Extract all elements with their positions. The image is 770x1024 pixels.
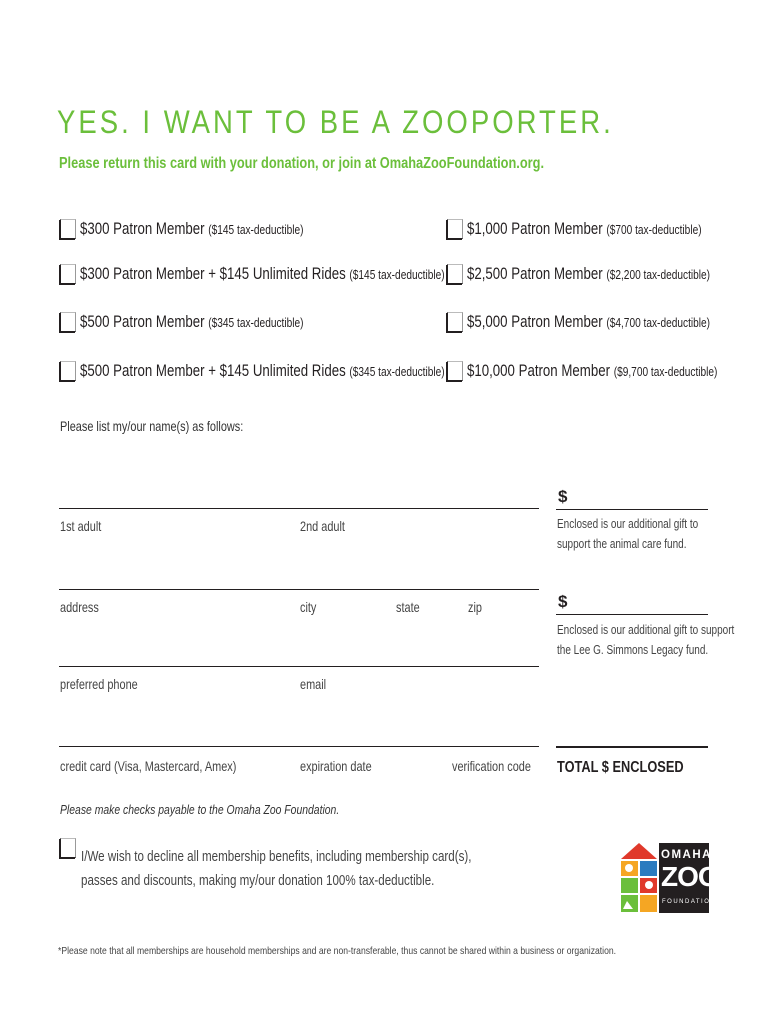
total-line[interactable] xyxy=(556,746,708,748)
checkbox[interactable] xyxy=(447,361,463,381)
form-title: YES. I WANT TO BE A ZOOPORTER. xyxy=(57,104,614,140)
checkbox[interactable] xyxy=(60,312,76,332)
address-line[interactable] xyxy=(59,589,539,590)
option-10000-patron[interactable] xyxy=(447,361,770,381)
checkbox[interactable] xyxy=(60,264,76,284)
animal-care-text xyxy=(557,514,698,554)
logo-mosaic-icon xyxy=(619,843,659,913)
decline-text-line: I/We wish to decline all membership benefits, including membership card(s), xyxy=(81,849,472,865)
checkbox[interactable] xyxy=(447,219,463,239)
address-label: address xyxy=(60,599,99,615)
legacy-text-line: Enclosed is our additional gift to support xyxy=(557,623,735,637)
option-300-patron[interactable] xyxy=(60,219,367,239)
expiration-label: expiration date xyxy=(300,758,372,774)
option-tax: ($345 tax-deductible) xyxy=(208,315,304,330)
option-label: $2,500 Patron Member xyxy=(467,264,603,283)
option-tax: ($4,700 tax-deductible) xyxy=(606,315,711,330)
option-label: $300 Patron Member + $145 Unlimited Rides xyxy=(80,264,346,283)
option-2500-patron[interactable] xyxy=(447,264,770,284)
animal-care-dollar: $ xyxy=(558,487,568,506)
state-label: state xyxy=(396,599,420,615)
checkbox[interactable] xyxy=(447,264,463,284)
phone-email-line[interactable] xyxy=(59,666,539,667)
option-tax: ($345 tax-deductible) xyxy=(349,364,445,379)
logo-zoo-text: ZOO xyxy=(661,861,719,892)
form-subtitle: Please return this card with your donation, or join at OmahaZooFoundation.org. xyxy=(59,155,545,172)
option-1000-patron[interactable] xyxy=(447,219,768,239)
legacy-text xyxy=(557,620,734,660)
checks-payable-note: Please make checks payable to the Omaha Zoo Foundation. xyxy=(60,802,340,817)
logo-omaha-text: OMAHA xyxy=(661,849,712,861)
option-label: $5,000 Patron Member xyxy=(467,312,603,331)
option-tax: ($2,200 tax-deductible) xyxy=(606,267,711,282)
option-label: $300 Patron Member xyxy=(80,219,205,238)
footnote: *Please note that all memberships are household memberships and are non-transferable, thus cannot be shared within a business or organization. xyxy=(58,945,617,957)
logo-foundation-text: FOUNDATION xyxy=(662,899,717,905)
legacy-text-line: the Lee G. Simmons Legacy fund. xyxy=(557,643,709,657)
option-tax: ($9,700 tax-deductible) xyxy=(613,364,718,379)
verification-label: verification code xyxy=(452,758,531,774)
animal-care-line[interactable] xyxy=(556,509,708,510)
animal-care-text-line: Enclosed is our additional gift to xyxy=(557,517,699,531)
option-tax: ($145 tax-deductible) xyxy=(208,222,304,237)
checkbox[interactable] xyxy=(447,312,463,332)
checkbox[interactable] xyxy=(60,361,76,381)
option-label: $1,000 Patron Member xyxy=(467,219,603,238)
credit-card-line[interactable] xyxy=(59,746,539,747)
option-tax: ($145 tax-deductible) xyxy=(349,267,445,282)
total-enclosed-label: TOTAL $ ENCLOSED xyxy=(557,759,684,776)
first-adult-label: 1st adult xyxy=(60,518,102,534)
names-line[interactable] xyxy=(59,508,539,509)
animal-care-text-line: support the animal care fund. xyxy=(557,537,687,551)
option-label: $10,000 Patron Member xyxy=(467,361,611,380)
credit-card-label: credit card (Visa, Mastercard, Amex) xyxy=(60,758,237,774)
option-5000-patron[interactable] xyxy=(447,312,770,332)
decline-text xyxy=(81,845,471,893)
zip-label: zip xyxy=(468,599,482,615)
checkbox[interactable] xyxy=(60,838,76,858)
option-label: $500 Patron Member + $145 Unlimited Rides xyxy=(80,361,346,380)
checkbox[interactable] xyxy=(60,219,76,239)
legacy-dollar: $ xyxy=(558,592,568,611)
second-adult-label: 2nd adult xyxy=(300,518,345,534)
option-label: $500 Patron Member xyxy=(80,312,205,331)
omaha-zoo-foundation-logo xyxy=(619,843,719,913)
option-500-patron[interactable] xyxy=(60,312,367,332)
option-tax: ($700 tax-deductible) xyxy=(606,222,702,237)
city-label: city xyxy=(300,599,317,615)
decline-text-line: passes and discounts, making my/our donation 100% tax-deductible. xyxy=(81,873,435,889)
phone-label: preferred phone xyxy=(60,676,138,692)
email-label: email xyxy=(300,676,327,692)
names-prompt: Please list my/our name(s) as follows: xyxy=(60,418,244,434)
legacy-line[interactable] xyxy=(556,614,708,615)
